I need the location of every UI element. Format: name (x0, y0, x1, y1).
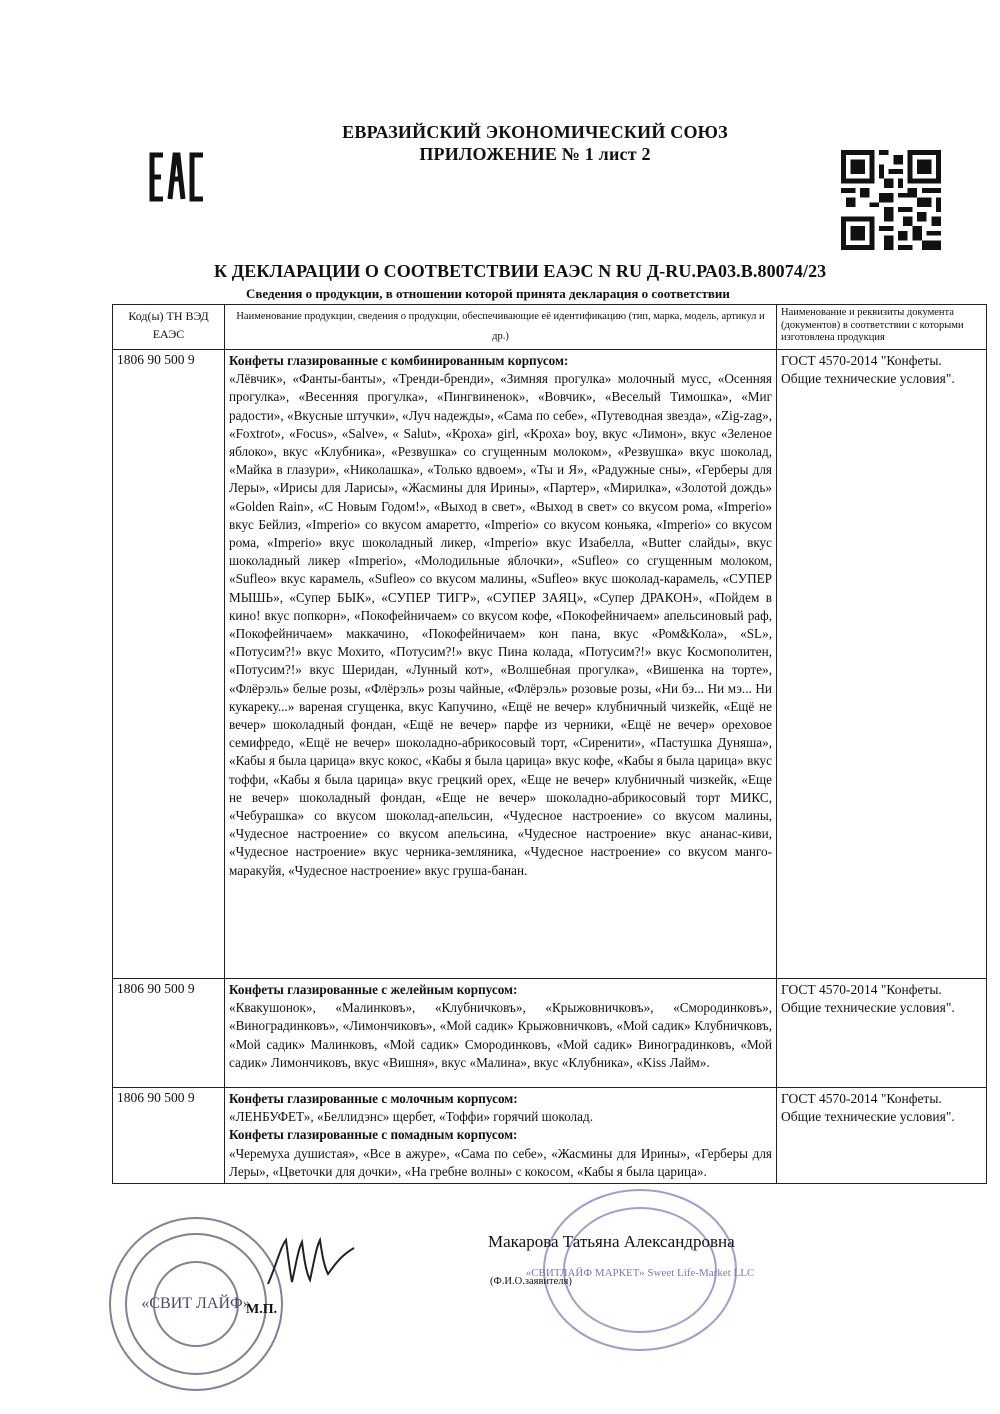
row-code: 1806 90 500 9 (113, 979, 225, 1088)
qr-code-icon (838, 150, 944, 250)
union-title: ЕВРАЗИЙСКИЙ ЭКОНОМИЧЕСКИЙ СОЮЗ (342, 122, 728, 142)
product-table (112, 304, 987, 1184)
row-description (225, 979, 777, 1088)
product-group-title: Конфеты глазированные с молочным корпусом: (229, 1091, 518, 1106)
product-group-title: Конфеты глазированные с желейным корпусом: (229, 982, 518, 997)
header-name: Наименование продукции, сведения о продукции, обеспечивающие её идентификацию (тип, марка, модель, артикул и др.) (225, 305, 777, 350)
row-standard: ГОСТ 4570-2014 "Конфеты. Общие технические условия". (777, 1088, 987, 1184)
annex-title: ПРИЛОЖЕНИЕ № 1 лист 2 (419, 144, 651, 164)
row-description (225, 350, 777, 979)
seal-text-left: «СВИТ ЛАЙФ» (141, 1295, 251, 1312)
product-list: «Черемуха душистая», «Все в ажуре», «Сама по себе», «Жасмины для Ирины», «Герберы для Леры», «Цветочки для дочки», «На гребне волны» с кокосом, «Кабы я была царица». (229, 1145, 772, 1179)
header-standard: Наименование и реквизиты документа (документов) в соответствии с которыми изготовлена продукция (777, 305, 987, 350)
applicant-label: (Ф.И.О.заявителя) (490, 1276, 572, 1287)
product-group-title: Конфеты глазированные с комбинированным корпусом: (229, 353, 569, 368)
applicant-name: Макарова Татьяна Александровна (488, 1232, 735, 1251)
row-code: 1806 90 500 9 (113, 350, 225, 979)
row-description (225, 1088, 777, 1184)
header-code: Код(ы) ТН ВЭД ЕАЭС (113, 305, 225, 350)
mp-label: М.П. (246, 1302, 278, 1317)
row-standard: ГОСТ 4570-2014 "Конфеты. Общие технические условия". (777, 979, 987, 1088)
declaration-title: К ДЕКЛАРАЦИИ О СООТВЕТСТВИИ ЕАЭС N RU Д-RU.РА03.В.80074/23 (214, 261, 827, 281)
product-list: «Лёвчик», «Фанты-банты», «Тренди-бренди», «Зимняя прогулка» молочный мусс, «Осенняя прогулка», «Весенняя прогулка», «Пингвиненок», «Вовчик», «Веселый Тимошка», «Миг радости», «Вкусные штучки», «Луч надежды», «Сама по себе», «Путеводная звезда», «Zig-zag», «Foxtrot», «Focus», «Salve», « Salut», «Кроха» girl, «Кроха» boy, вкус «Лимон», вкус «Зеленое яблоко», вкус «Клубника», «Резвушка» со сгущенным молоком», «Резвушка» вкус шоколад, «Майка в глазури», «Николашка», «Только вдвоем», «Ты и Я», «Радужные сны», «Герберы для Леры», «Ирисы для Ларисы», «Жасмины для Ирины», «Партер», «Мирилка», «Золотой дождь» «Golden Rain», «С Новым Годом!», «Выход в свет», «Выход в свет» со вкусом рома, «Imperio» вкус Бейлиз, «Imperio» со вкусом амаретто, «Imperio» со вкусом коньяка, «Imperio» со вкусом рома, «Imperio» вкус шоколадный ликер, «Imperio» вкус Изабелла, «Butter слайды», вкус шоколадный ликер «Imperio», «Молодильные яблочки», «Sufleo» со сгущенным молоком, «Sufleo» вкус карамель, «Sufleo» со вкусом малины, «Sufleo» вкус шоколад-карамель, «СУПЕР МЫШЬ», «Супер БЫК», «СУПЕР ТИГР», «СУПЕР ЗАЯЦ», «Супер ДРАКОН», «Пойдем в кино! вкус попкорн», «Покофейничаем» со вкусом кофе, «Покофейничаем» апельсиновый раф, «Покофейничаем» маккачино, «Покофейничаем» кон пана, вкус «Ром&Кола», «SL», «Потусим?!» вкус Мохито, «Потусим?!» вкус Пина колада, «Потусим?!» вкус Космополитен, «Потусим?!» вкус Шеридан, «Лунный кот», «Волшебная прогулка», «Вишенка на торте», «Флёрэль» белые розы, «Флёрэль» розы чайные, «Флёрэль» розовые розы, «Ни бэ... Ни мэ... Ни кукареку...» вареная сгущенка, вкус Капучино, «Ещё не вечер» клубничный чизкейк, «Ещё не вечер» шоколадный фондан, «Ещё не вечер» парфе из черники, «Ещё не вечер» ореховое семифредо, «Ещё не вечер» шоколадно-абрикосовый торт, «Сиренити», «Пастушка Дуняша», «Кабы я была царица» вкус кокос, «Кабы я была царица» вкус кофе, «Кабы я была царица» вкус тоффи, «Кабы я была царица» вкус грецкий орех, «Еще не вечер» клубничный чизкейк, «Еще не вечер» шоколадный фондан, «Еще не вечер» шоколадно-абрикосовый торт МИКС, «Чебурашка» со вкусом шоколад-апельсин, «Чудесное настроение» со вкусом малины, «Чудесное настроение» со вкусом апельсина, «Чудесное настроение» вкус ананас-киви, «Чудесное настроение» вкус черника-земляника, «Чудесное настроение» со вкусом манго-маракуйя, «Чудесное настроение» вкус груша-банан. (229, 371, 772, 878)
table-row (113, 350, 987, 979)
declaration-subtitle: Сведения о продукции, в отношении которой принята декларация о соответствии (246, 286, 730, 301)
product-list: «ЛЕНБУФЕТ», «Беллидэнс» щербет, «Тоффи» горячий шоколад. (229, 1109, 593, 1125)
row-standard: ГОСТ 4570-2014 "Конфеты. Общие технические условия". (777, 350, 987, 979)
row-code: 1806 90 500 9 (113, 1088, 225, 1184)
table-header-row (113, 305, 987, 350)
table-row (113, 1088, 987, 1184)
seal-text-right: «СВИТЛАЙФ МАРКЕТ» Sweet Life-Market LLC (525, 1267, 755, 1279)
signature-icon (262, 1226, 362, 1296)
product-list: «Квакушонок», «Малинковъ», «Клубничковъ», «Крыжовничковъ», «Смородинковъ», «Виноградинковъ», «Лимончиковъ», «Мой садик» Крыжовничковъ, «Мой садик» Клубничковъ, «Мой садик» Малинковъ, «Мой садик» Смородинковъ, «Мой садик» Виноградинковъ, «Мой садик» Лимончиковъ, вкус «Вишня», вкус «Малина», вкус «Клубника», «Kiss Лайм». (229, 1000, 772, 1070)
table-row (113, 979, 987, 1088)
product-group-title: Конфеты глазированные с помадным корпусом: (229, 1127, 518, 1143)
